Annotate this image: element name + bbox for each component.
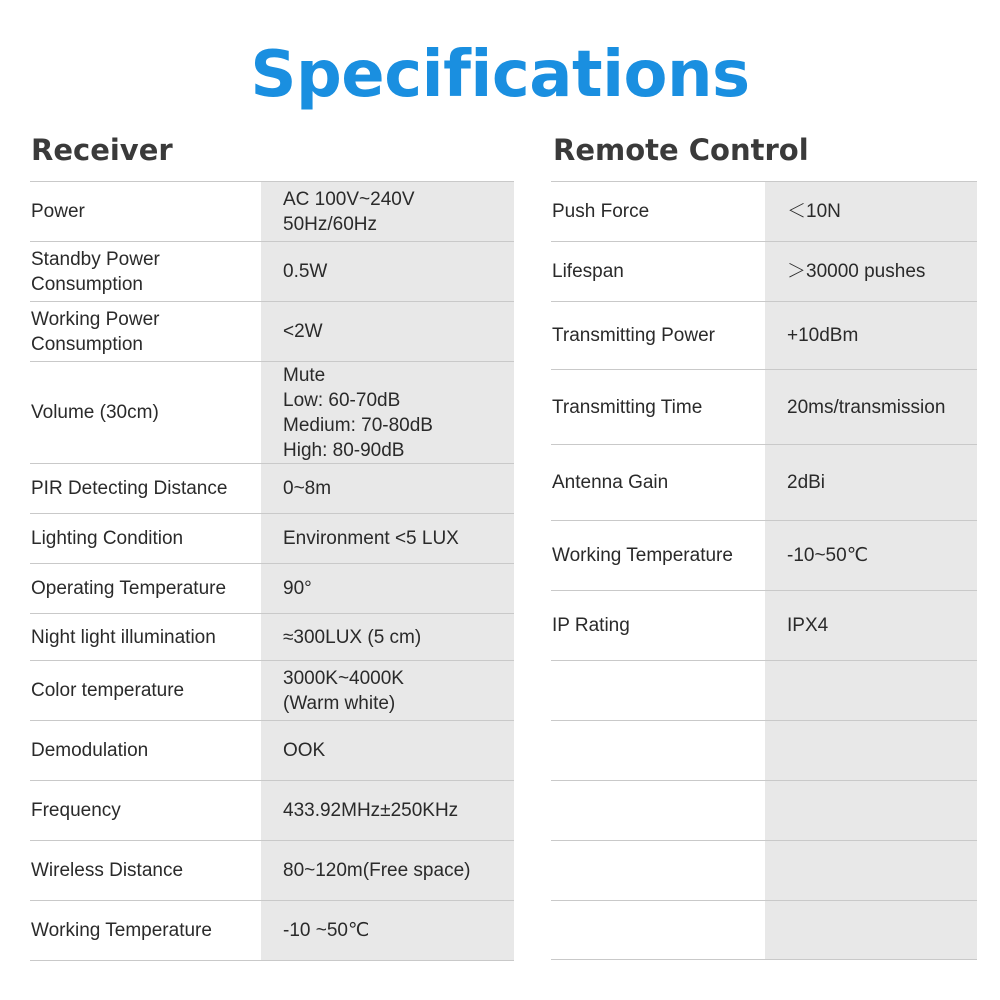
table-row (551, 521, 977, 591)
spec-value: 0~8m (261, 464, 514, 513)
spec-label: Night light illumination (30, 614, 261, 660)
spec-label: Frequency (30, 781, 261, 840)
table-row (30, 182, 514, 242)
spec-value (765, 901, 977, 959)
table-row (551, 901, 977, 960)
table-row (30, 362, 514, 464)
spec-value: OOK (261, 721, 514, 780)
table-row (30, 242, 514, 302)
table-row (551, 242, 977, 302)
table-row (30, 564, 514, 614)
spec-value: Environment <5 LUX (261, 514, 514, 563)
spec-value: ≈300LUX (5 cm) (261, 614, 514, 660)
spec-label (551, 781, 765, 840)
table-row (551, 302, 977, 370)
spec-value: AC 100V~240V 50Hz/60Hz (261, 182, 514, 241)
spec-value: <2W (261, 302, 514, 361)
table-row (30, 781, 514, 841)
spec-label: Volume (30cm) (30, 362, 261, 463)
spec-label: Power (30, 182, 261, 241)
spec-label: Standby Power Consumption (30, 242, 261, 301)
spec-value (765, 841, 977, 900)
spec-label: Working Power Consumption (30, 302, 261, 361)
page-title: Specifications (250, 38, 750, 112)
spec-label: PIR Detecting Distance (30, 464, 261, 513)
spec-value: -10~50℃ (765, 521, 977, 590)
spec-label: Lifespan (551, 242, 765, 301)
spec-value (765, 661, 977, 720)
receiver-spec-table (30, 181, 514, 961)
spec-label: Push Force (551, 182, 765, 241)
table-row (551, 661, 977, 721)
remote-control-spec-table (551, 181, 977, 960)
spec-value: 80~120m(Free space) (261, 841, 514, 900)
table-row (551, 591, 977, 661)
spec-label: Color temperature (30, 661, 261, 720)
spec-label: Lighting Condition (30, 514, 261, 563)
spec-label: Wireless Distance (30, 841, 261, 900)
spec-value: 90° (261, 564, 514, 613)
receiver-heading: Receiver (31, 133, 173, 167)
table-row (551, 445, 977, 521)
table-row (551, 721, 977, 781)
spec-label: Working Temperature (30, 901, 261, 960)
spec-value: +10dBm (765, 302, 977, 369)
spec-label: Transmitting Power (551, 302, 765, 369)
spec-label (551, 661, 765, 720)
table-row (30, 302, 514, 362)
spec-label: Transmitting Time (551, 370, 765, 444)
spec-value: ＜10N (765, 182, 977, 241)
spec-label (551, 901, 765, 959)
table-row (30, 901, 514, 961)
spec-value: 3000K~4000K (Warm white) (261, 661, 514, 720)
spec-label: Operating Temperature (30, 564, 261, 613)
spec-value: 2dBi (765, 445, 977, 520)
spec-value: ＞30000 pushes (765, 242, 977, 301)
spec-value: Mute Low: 60-70dB Medium: 70-80dB High: 80-90dB (261, 362, 514, 463)
spec-label: Working Temperature (551, 521, 765, 590)
spec-value: 20ms/transmission (765, 370, 977, 444)
spec-value (765, 721, 977, 780)
spec-label: IP Rating (551, 591, 765, 660)
spec-value (765, 781, 977, 840)
table-row (30, 614, 514, 661)
table-row (30, 661, 514, 721)
spec-label: Demodulation (30, 721, 261, 780)
table-row (30, 841, 514, 901)
table-row (551, 781, 977, 841)
table-row (30, 514, 514, 564)
spec-label (551, 841, 765, 900)
spec-value: 433.92MHz±250KHz (261, 781, 514, 840)
table-row (551, 841, 977, 901)
spec-value: -10 ~50℃ (261, 901, 514, 960)
table-row (551, 182, 977, 242)
spec-value: 0.5W (261, 242, 514, 301)
table-row (551, 370, 977, 445)
table-row (30, 721, 514, 781)
spec-value: IPX4 (765, 591, 977, 660)
remote-control-heading: Remote Control (553, 133, 809, 167)
spec-label (551, 721, 765, 780)
table-row (30, 464, 514, 514)
spec-label: Antenna Gain (551, 445, 765, 520)
